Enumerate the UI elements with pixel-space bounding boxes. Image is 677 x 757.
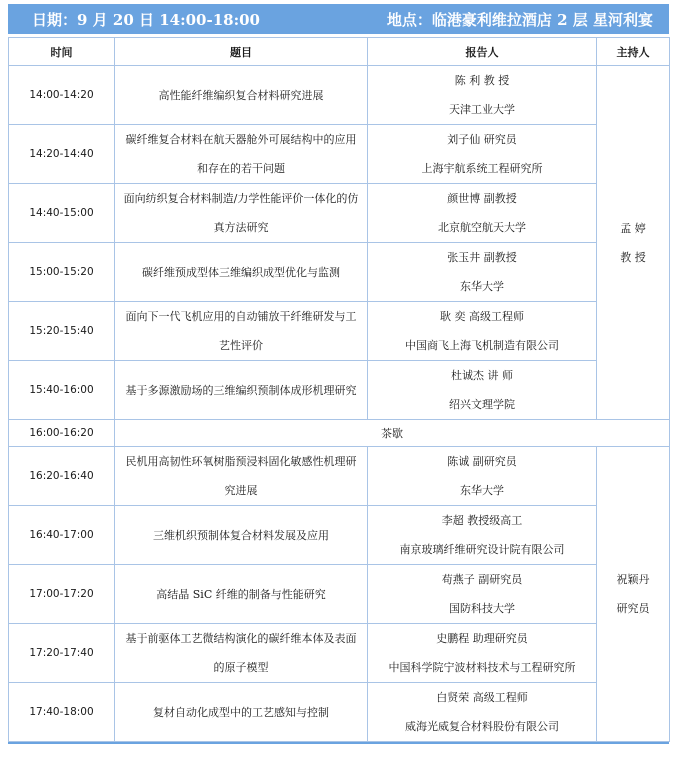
host-name: 祝颖丹 bbox=[616, 573, 650, 586]
topic-line: 面向纺织复合材料制造/力学性能评价一体化的仿 bbox=[123, 192, 359, 205]
talk-topic bbox=[115, 624, 368, 683]
speaker-name: 刘子仙 研究员 bbox=[447, 133, 517, 146]
speaker-name: 白贤荣 高级工程师 bbox=[436, 691, 528, 704]
talk-topic bbox=[115, 243, 368, 302]
speaker-org: 东华大学 bbox=[460, 484, 504, 497]
speaker-name: 苟燕子 副研究员 bbox=[441, 573, 523, 586]
talk-speaker bbox=[368, 565, 597, 624]
talk-topic bbox=[115, 361, 368, 420]
session1-host bbox=[597, 66, 670, 420]
header-speaker: 报告人 bbox=[368, 38, 597, 66]
talk-time: 16:40-17:00 bbox=[9, 506, 115, 565]
talk-time: 16:20-16:40 bbox=[9, 447, 115, 506]
banner-venue: 地点：临港豪利维拉酒店 2 层 星河利宴 bbox=[386, 10, 653, 29]
speaker-org: 绍兴文理学院 bbox=[449, 398, 515, 411]
header-time: 时间 bbox=[9, 38, 115, 66]
speaker-org: 中国科学院宁波材料技术与工程研究所 bbox=[388, 661, 576, 674]
talk-time: 17:00-17:20 bbox=[9, 565, 115, 624]
topic-line: 碳纤维复合材料在航天器舱外可展结构中的应用 bbox=[125, 133, 357, 146]
speaker-org: 中国商飞上海飞机制造有限公司 bbox=[405, 339, 559, 352]
header-row bbox=[9, 38, 670, 66]
talk-topic bbox=[115, 125, 368, 184]
topic-line: 复材自动化成型中的工艺感知与控制 bbox=[153, 705, 329, 719]
topic-line: 基于前驱体工艺微结构演化的碳纤维本体及表面 bbox=[125, 632, 357, 645]
topic-line: 和存在的若干问题 bbox=[197, 162, 285, 175]
table-row bbox=[9, 184, 670, 243]
speaker-name: 李超 教授级高工 bbox=[441, 514, 523, 527]
schedule-body bbox=[9, 66, 670, 742]
talk-topic bbox=[115, 66, 368, 125]
talk-speaker bbox=[368, 125, 597, 184]
talk-topic bbox=[115, 302, 368, 361]
table-row bbox=[9, 243, 670, 302]
topic-line: 的原子模型 bbox=[213, 661, 269, 674]
speaker-name: 陈 利 教 授 bbox=[454, 74, 510, 87]
topic-line: 艺性评价 bbox=[219, 339, 263, 352]
talk-speaker bbox=[368, 683, 597, 742]
topic-line: 高性能纤维编织复合材料研究进展 bbox=[158, 88, 324, 102]
talk-time: 15:40-16:00 bbox=[9, 361, 115, 420]
speaker-org: 南京玻璃纤维研究设计院有限公司 bbox=[399, 543, 565, 556]
talk-time: 15:20-15:40 bbox=[9, 302, 115, 361]
speaker-org: 东华大学 bbox=[460, 280, 504, 293]
speaker-name: 耿 奕 高级工程师 bbox=[440, 310, 524, 323]
talk-speaker bbox=[368, 506, 597, 565]
topic-line: 民机用高韧性环氧树脂预浸料固化敏感性机理研 bbox=[125, 455, 357, 468]
topic-line: 真方法研究 bbox=[213, 221, 269, 234]
speaker-org: 天津工业大学 bbox=[449, 103, 515, 116]
talk-speaker bbox=[368, 447, 597, 506]
speaker-org: 国防科技大学 bbox=[449, 602, 515, 615]
talk-topic bbox=[115, 565, 368, 624]
table-row bbox=[9, 125, 670, 184]
break-time: 16:00-16:20 bbox=[9, 420, 115, 447]
talk-time: 15:00-15:20 bbox=[9, 243, 115, 302]
host-name: 孟 婷 bbox=[620, 221, 646, 235]
speaker-name: 张玉井 副教授 bbox=[447, 251, 517, 264]
talk-topic bbox=[115, 447, 368, 506]
speaker-name: 陈诚 副研究员 bbox=[447, 455, 517, 468]
table-row bbox=[9, 302, 670, 361]
table-row bbox=[9, 683, 670, 742]
speaker-org: 北京航空航天大学 bbox=[438, 221, 526, 234]
talk-time: 14:20-14:40 bbox=[9, 125, 115, 184]
talk-time: 17:40-18:00 bbox=[9, 683, 115, 742]
topic-line: 高结晶 SiC 纤维的制备与性能研究 bbox=[156, 587, 326, 601]
header-topic: 题目 bbox=[115, 38, 368, 66]
break-label: 茶歇 bbox=[115, 420, 670, 447]
banner-date: 日期：9 月 20 日 14:00-18:00 bbox=[32, 10, 260, 29]
table-row bbox=[9, 565, 670, 624]
table-row bbox=[9, 506, 670, 565]
schedule-banner bbox=[8, 4, 669, 34]
topic-line: 三维机织预制体复合材料发展及应用 bbox=[153, 528, 329, 542]
speaker-name: 颜世博 副教授 bbox=[447, 192, 517, 205]
topic-line: 基于多源激励场的三维编织预制体成形机理研究 bbox=[125, 383, 357, 397]
talk-speaker bbox=[368, 184, 597, 243]
host-title: 教 授 bbox=[620, 250, 646, 264]
table-row bbox=[9, 447, 670, 506]
break-row bbox=[9, 420, 670, 447]
session2-host bbox=[597, 447, 670, 742]
header-host: 主持人 bbox=[597, 38, 670, 66]
talk-topic bbox=[115, 506, 368, 565]
schedule-table bbox=[8, 37, 670, 742]
speaker-org: 上海宇航系统工程研究所 bbox=[421, 162, 543, 175]
talk-time: 14:40-15:00 bbox=[9, 184, 115, 243]
topic-line: 究进展 bbox=[224, 484, 258, 497]
topic-line: 碳纤维预成型体三维编织成型优化与监测 bbox=[142, 265, 340, 279]
talk-speaker bbox=[368, 624, 597, 683]
talk-speaker bbox=[368, 66, 597, 125]
speaker-name: 史鹏程 助理研究员 bbox=[436, 632, 528, 645]
speaker-org: 威海光威复合材料股份有限公司 bbox=[405, 720, 559, 733]
talk-speaker bbox=[368, 243, 597, 302]
topic-line: 面向下一代飞机应用的自动铺放干纤维研发与工 bbox=[125, 310, 357, 323]
table-row bbox=[9, 624, 670, 683]
bottom-divider bbox=[8, 742, 669, 744]
table-row bbox=[9, 361, 670, 420]
talk-time: 17:20-17:40 bbox=[9, 624, 115, 683]
talk-topic bbox=[115, 683, 368, 742]
talk-time: 14:00-14:20 bbox=[9, 66, 115, 125]
talk-topic bbox=[115, 184, 368, 243]
host-title: 研究员 bbox=[616, 602, 650, 615]
talk-speaker bbox=[368, 302, 597, 361]
table-row bbox=[9, 66, 670, 125]
talk-speaker bbox=[368, 361, 597, 420]
speaker-name: 杜诚杰 讲 师 bbox=[451, 369, 513, 382]
